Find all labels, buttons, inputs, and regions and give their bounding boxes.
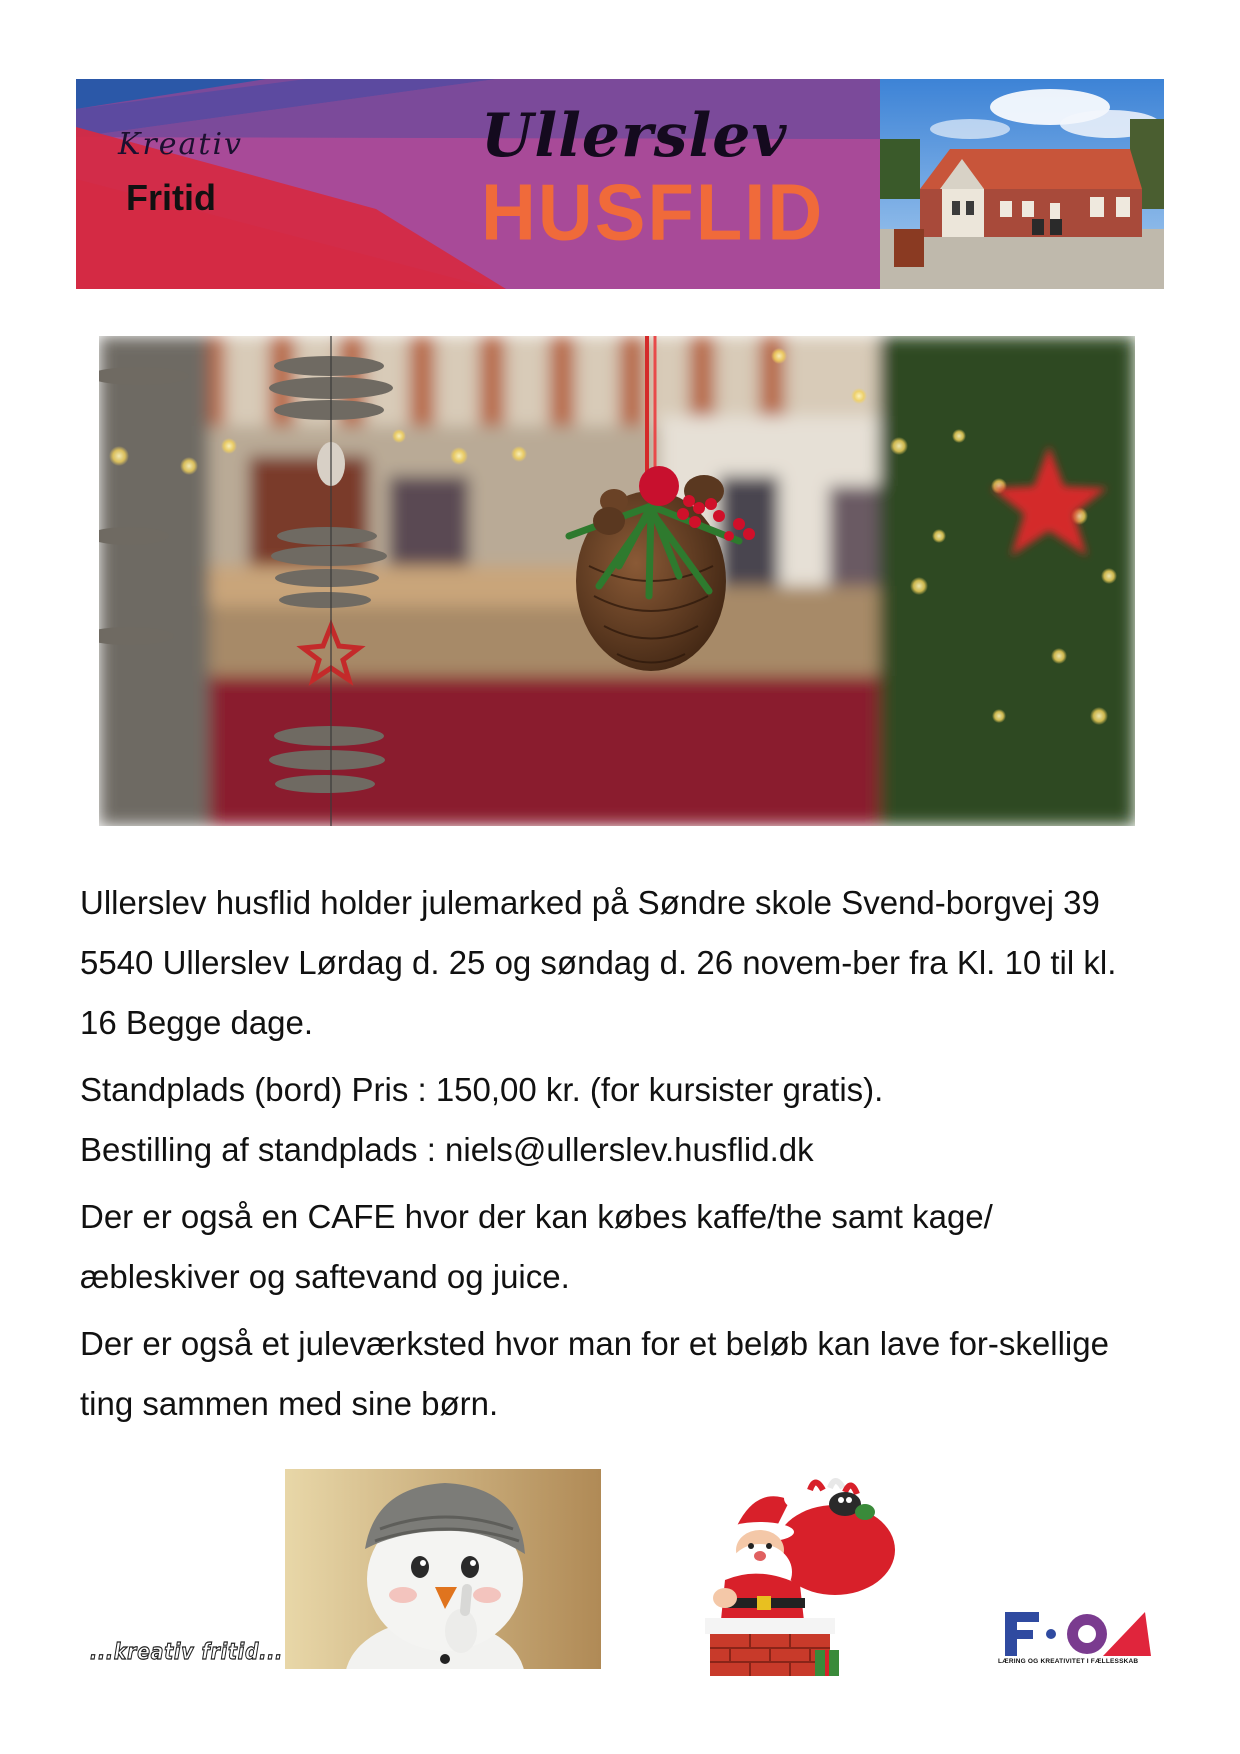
brand-script-title: Ullerslev bbox=[481, 101, 788, 171]
fora-tagline: LÆRING OG KREATIVITET I FÆLLESSKAB bbox=[998, 1658, 1139, 1665]
santa-chimney-illustration bbox=[665, 1470, 915, 1680]
school-building-photo bbox=[880, 79, 1164, 289]
kreativ-fritid-logo: ...kreativ fritid... bbox=[90, 1640, 284, 1665]
header-banner bbox=[76, 79, 1164, 289]
announcement-text bbox=[80, 873, 1150, 1441]
stand-booking-line: Bestilling af standplads : niels@ullerslev.husflid.dk bbox=[80, 1131, 814, 1168]
paragraph-stand-price bbox=[80, 1060, 1150, 1180]
fora-logo bbox=[995, 1600, 1167, 1680]
paragraph-event-details: Ullerslev husflid holder julemarked på Søndre skole Svend-borgvej 39 5540 Ullerslev Lørdag d. 25 og søndag d. 26 novem-ber fra Kl. 10 til kl. 16 Begge dage. bbox=[80, 884, 1117, 1041]
fritid-label: Fritid bbox=[126, 177, 216, 218]
snowman-photo bbox=[285, 1469, 601, 1669]
paragraph-workshop: Der er også et juleværksted hvor man for et beløb kan lave for-skellige ting sammen med sine børn. bbox=[80, 1325, 1109, 1422]
brand-husflid-title: HUSFLID bbox=[481, 167, 825, 258]
kreativ-label: Kreativ bbox=[118, 127, 243, 162]
stand-price-line: Standplads (bord) Pris : 150,00 kr. (for kursister gratis). bbox=[80, 1071, 884, 1108]
paragraph-cafe: Der er også en CAFE hvor der kan købes kaffe/the samt kage/ æbleskiver og saftevand og juice. bbox=[80, 1198, 993, 1295]
christmas-market-photo bbox=[99, 336, 1135, 826]
